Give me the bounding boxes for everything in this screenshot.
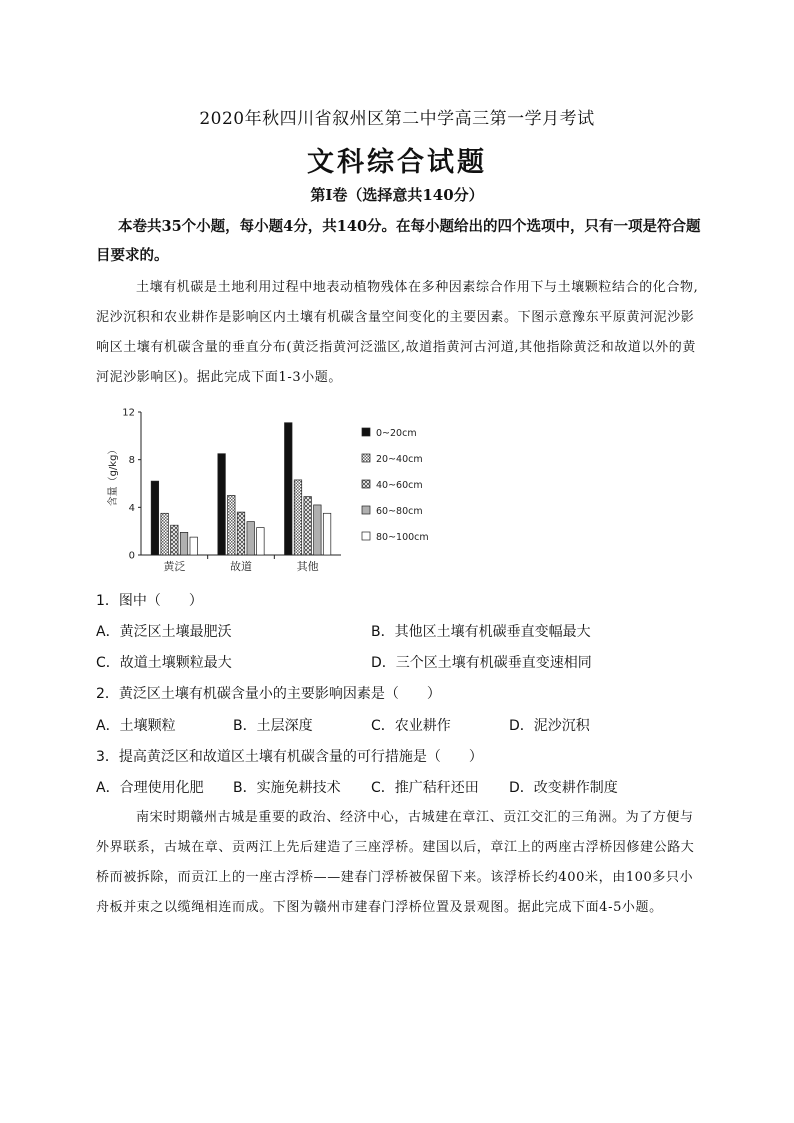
soil-carbon-chart (96, 400, 456, 580)
legend-swatch-60~80cm (362, 506, 370, 514)
bar-故道-60~80cm (247, 522, 255, 555)
question-3-stem: 3．提高黄泛区和故道区土壤有机碳含量的可行措施是（ ） (96, 749, 483, 765)
x-category-label: 其他 (296, 560, 319, 573)
passage-1: 土壤有机碳是土地利用过程中地表动植物残体在多种因素综合作用下与土壤颗粒结合的化合物,泥沙沉积和农业耕作是影响区内土壤有机碳含量空间变化的主要因素。下图示意豫东平原黄河泥沙影响区土壤有机碳含量的垂直分布(黄泛指黄河泛滥区,故道指黄河古河道,其他指除黄泛和故道以外的黄河泥沙影响区)。据此完成下面1-3小题。 (96, 280, 699, 385)
y-tick-label: 4 (128, 502, 135, 514)
x-category-label: 故道 (230, 560, 252, 573)
bar-故道-0~20cm (218, 454, 226, 555)
legend-label-20~40cm: 20~40cm (376, 454, 423, 465)
bar-黄泛-40~60cm (171, 525, 179, 555)
y-tick-label: 12 (122, 407, 135, 419)
legend-swatch-40~60cm (362, 480, 370, 488)
question-2-option-a: A．土壤颗粒 (96, 718, 176, 734)
bar-故道-20~40cm (228, 495, 236, 555)
question-1-option-b: B．其他区土壤有机碳垂直变幅最大 (371, 624, 591, 640)
bar-黄泛-80~100cm (190, 537, 198, 555)
question-3-option-a: A．合理使用化肥 (96, 780, 204, 796)
question-3-option-c: C．推广秸秆还田 (371, 780, 479, 796)
question-2-stem: 2．黄泛区土壤有机碳含量小的主要影响因素是（ ） (96, 686, 441, 702)
legend-swatch-0~20cm (362, 428, 370, 436)
exam-title: 2020年秋四川省叙州区第二中学高三第一学月考试 (199, 109, 595, 129)
question-1-option-a: A．黄泛区土壤最肥沃 (96, 624, 232, 640)
legend-label-40~60cm: 40~60cm (376, 480, 423, 491)
y-tick-label: 8 (128, 455, 135, 467)
question-2-option-c: C．农业耕作 (371, 718, 451, 734)
bar-其他-20~40cm (294, 480, 302, 555)
legend-label-80~100cm: 80~100cm (376, 532, 429, 543)
bar-黄泛-20~40cm (161, 513, 169, 555)
legend-swatch-80~100cm (362, 532, 370, 540)
bar-其他-40~60cm (304, 497, 312, 555)
question-2-option-b: B．土层深度 (233, 718, 313, 734)
bar-其他-80~100cm (323, 513, 331, 555)
subject-title: 文科综合试题 (307, 147, 487, 178)
legend-swatch-20~40cm (362, 454, 370, 462)
instructions: 本卷共35个小题，每小题4分，共140分。在每小题给出的四个选项中，只有一项是符合题目要求的。 (96, 218, 701, 264)
section-title: 第Ⅰ卷（选择意共140分） (310, 186, 484, 204)
question-2-option-d: D．泥沙沉积 (509, 718, 590, 734)
bar-故道-40~60cm (237, 512, 245, 555)
bar-故道-80~100cm (257, 528, 265, 555)
bar-其他-0~20cm (285, 423, 293, 555)
bar-黄泛-60~80cm (180, 532, 188, 555)
question-1-stem: 1．图中（ ） (96, 593, 203, 609)
bar-黄泛-0~20cm (151, 481, 159, 555)
question-3-option-b: B．实施免耕技术 (233, 780, 341, 796)
legend-label-0~20cm: 0~20cm (376, 428, 417, 439)
question-3-option-d: D．改变耕作制度 (509, 780, 618, 796)
y-tick-label: 0 (128, 550, 135, 562)
y-axis-label: 含量（g/kg） (108, 444, 119, 507)
x-category-label: 黄泛 (163, 560, 186, 573)
legend-label-60~80cm: 60~80cm (376, 506, 423, 517)
bar-其他-60~80cm (314, 505, 322, 555)
passage-2: 南宋时期赣州古城是重要的政治、经济中心，古城建在章江、贡江交汇的三角洲。为了方便与外界联系，古城在章、贡两江上先后建造了三座浮桥。建国以后，章江上的两座古浮桥因修建公路大桥而被拆除，而贡江上的一座古浮桥——建春门浮桥被保留下来。该浮桥长约400米，由100多只小舟板并束之以缆绳相连而成。下图为赣州市建春门浮桥位置及景观图。据此完成下面4-5小题。 (96, 810, 695, 915)
question-1-option-d: D．三个区土壤有机碳垂直变速相同 (371, 655, 592, 671)
question-1-option-c: C．故道土壤颗粒最大 (96, 655, 232, 671)
